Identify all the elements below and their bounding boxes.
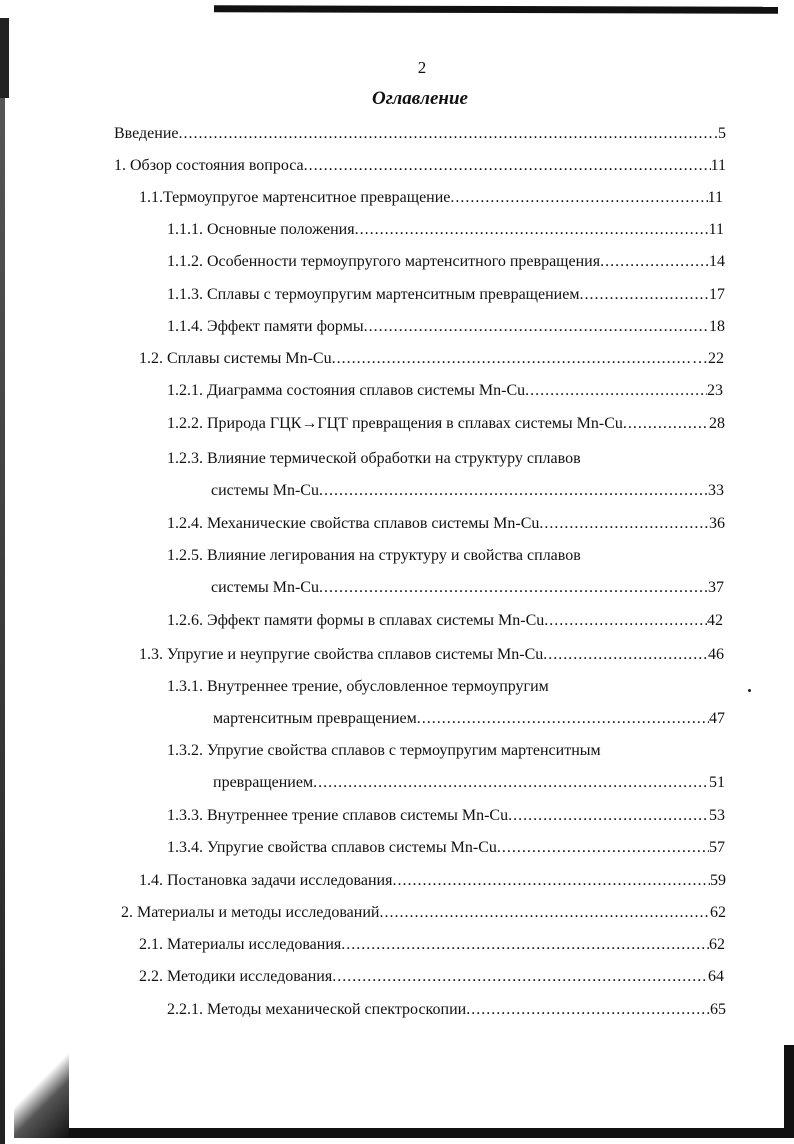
toc-entry-page: 37	[708, 579, 724, 596]
toc-entry-label: 1.1.Термоупругое мартенситное превращение	[139, 189, 451, 206]
toc-entry-label: 1.1.4. Эффект памяти формы	[167, 318, 364, 335]
toc-entry-1-3-4[interactable]	[167, 838, 725, 858]
scan-speck	[748, 689, 751, 692]
toc-entry-label: 1.2.6. Эффект памяти формы в сплавах системы Mn-Cu	[167, 612, 545, 629]
toc-entry-page: 53	[709, 807, 725, 824]
toc-entry-1-3-1[interactable]	[213, 709, 725, 729]
toc-entry-1-2-5[interactable]	[211, 578, 724, 598]
toc-entry-page: 64	[708, 968, 724, 985]
dot-leader	[450, 188, 707, 208]
toc-entry-1-3-1-first-line[interactable]: 1.3.1. Внутреннее трение, обусловленное термоупругим	[167, 678, 549, 695]
dot-leader	[543, 645, 708, 665]
toc-entry-1-2-3-first-line[interactable]: 1.2.3. Влияние термической обработки на структуру сплавов	[167, 450, 581, 467]
toc-entry-label: 1.1.2. Особенности термоупругого мартенситного превращения	[167, 253, 601, 270]
toc-entry-label: 1.3.3. Внутреннее трение сплавов системы Mn-Cu	[167, 807, 509, 824]
toc-entry-1-1-2[interactable]	[167, 252, 725, 272]
toc-entry-1-3[interactable]	[139, 645, 724, 665]
scan-shadow-corner	[14, 1050, 69, 1138]
toc-entry-label: 1.1.1. Основные положения	[167, 221, 355, 238]
toc-entry-page: 36	[709, 515, 725, 532]
toc-entry-page: 28	[709, 415, 725, 432]
toc-entry-label: 1. Обзор состояния вопроса	[114, 157, 304, 174]
toc-entry-1-3-2[interactable]	[213, 773, 725, 793]
toc-title: Оглавление	[372, 88, 468, 109]
toc-entry-1-4[interactable]	[139, 871, 726, 891]
dot-leader	[379, 903, 710, 923]
toc-entry-2[interactable]	[121, 903, 726, 923]
dot-leader	[392, 871, 710, 891]
toc-entry-page: 65	[710, 1001, 726, 1018]
toc-entry-page: 11	[708, 221, 724, 238]
toc-entry-label: 1.2.4. Механические свойства сплавов системы Mn-Cu	[167, 515, 540, 532]
dot-leader	[544, 611, 707, 631]
toc-entry-label: 1.2. Сплавы системы Mn-Cu	[139, 350, 332, 367]
dot-leader	[304, 156, 711, 176]
toc-entry-1-2-5-first-line[interactable]: 1.2.5. Влияние легирования на структуру и свойства сплавов	[167, 547, 581, 564]
toc-entry-page: 62	[709, 936, 725, 953]
dot-leader	[332, 349, 692, 369]
scan-border-bottom	[40, 1128, 794, 1138]
toc-entry-1-2-2[interactable]	[167, 414, 725, 434]
toc-entry-2-2-1[interactable]	[167, 1000, 726, 1020]
toc-entry-page: 11	[707, 189, 723, 206]
toc-entry-1-2-4[interactable]	[167, 514, 725, 534]
dot-leader	[179, 124, 715, 144]
toc-entry-label: системы Mn-Cu	[211, 482, 319, 499]
toc-entry-1[interactable]	[114, 156, 726, 176]
toc-entry-label: 2. Материалы и методы исследований	[121, 904, 380, 921]
dot-leader	[525, 381, 707, 401]
toc-entry-1-1[interactable]	[139, 188, 723, 208]
scan-border-top	[214, 5, 778, 13]
toc-entry-page: 18	[709, 318, 725, 335]
toc-entry-1-1-1[interactable]	[167, 220, 724, 240]
toc-entry-1-1-4[interactable]	[167, 317, 725, 337]
dot-leader	[539, 514, 709, 534]
toc-entry-intro[interactable]	[114, 124, 726, 144]
toc-entry-1-2-6[interactable]	[167, 611, 723, 631]
dot-leader	[497, 838, 709, 858]
toc-entry-label: мартенситным превращением	[213, 710, 417, 727]
toc-entry-1-3-2-first-line[interactable]: 1.3.2. Упругие свойства сплавов с термоупругим мартенситным	[167, 742, 601, 759]
toc-entry-page: 57	[709, 839, 725, 856]
page-number: 2	[417, 58, 427, 77]
toc-entry-page: 62	[710, 904, 726, 921]
toc-entry-label: 1.3.4. Упругие свойства сплавов системы Mn-Cu	[167, 839, 497, 856]
toc-entry-page: 46	[708, 646, 724, 663]
toc-entry-2-2[interactable]	[139, 967, 724, 987]
toc-entry-label: превращением	[213, 774, 314, 791]
toc-entry-1-3-3[interactable]	[167, 806, 725, 826]
toc-entry-label: системы Mn-Cu	[211, 579, 319, 596]
scan-border-left	[0, 18, 9, 98]
dot-leader	[600, 252, 709, 272]
dot-leader	[579, 285, 709, 305]
toc-entry-page: 47	[709, 710, 725, 727]
dot-leader	[508, 806, 709, 826]
dot-leader	[417, 709, 709, 729]
toc-entry-page: 42	[707, 612, 723, 629]
toc-entry-label: 1.2.1. Диаграмма состояния сплавов системы Mn-Cu	[167, 382, 526, 399]
toc-entry-page: …22	[692, 350, 724, 367]
toc-entry-1-1-3[interactable]	[167, 285, 725, 305]
toc-entry-label: 1.4. Постановка задачи исследования	[139, 872, 393, 889]
toc-entry-page: 23	[707, 382, 723, 399]
toc-entry-label: 2.2. Методики исследования	[139, 968, 333, 985]
dot-leader	[332, 967, 708, 987]
dot-leader	[623, 414, 709, 434]
toc-entry-label: 1.3. Упругие и неупругие свойства сплавов системы Mn-Cu	[139, 646, 544, 663]
toc-entry-page: 33	[708, 482, 724, 499]
toc-entry-page: .5	[714, 125, 726, 142]
toc-entry-1-2-3[interactable]	[211, 481, 724, 501]
dot-leader	[355, 220, 709, 240]
toc-entry-1-2-1[interactable]	[167, 381, 723, 401]
toc-entry-label: 1.1.3. Сплавы с термоупругим мартенситным превращением	[167, 286, 580, 303]
dot-leader	[319, 481, 708, 501]
dot-leader	[341, 935, 709, 955]
toc-entry-label: Введение	[114, 125, 179, 142]
toc-entry-label: 1.2.2. Природа ГЦК→ГЦТ превращения в сплавах системы Mn-Cu	[167, 415, 623, 432]
toc-entry-label: 2.1. Материалы исследования	[139, 936, 342, 953]
scan-shadow-left	[0, 98, 5, 1144]
dot-leader	[313, 773, 709, 793]
toc-entry-page: 14	[709, 253, 725, 270]
toc-entry-2-1[interactable]	[139, 935, 725, 955]
scan-border-right	[784, 1045, 794, 1130]
toc-entry-page: 59	[710, 872, 726, 889]
dot-leader	[319, 578, 708, 598]
toc-entry-1-2[interactable]	[139, 349, 724, 369]
toc-entry-page: 17	[709, 286, 725, 303]
dot-leader	[364, 317, 709, 337]
dot-leader	[466, 1000, 710, 1020]
toc-entry-page: 51	[709, 774, 725, 791]
toc-entry-label: 2.2.1. Методы механической спектроскопии	[167, 1001, 467, 1018]
toc-entry-page: 11	[710, 157, 726, 174]
